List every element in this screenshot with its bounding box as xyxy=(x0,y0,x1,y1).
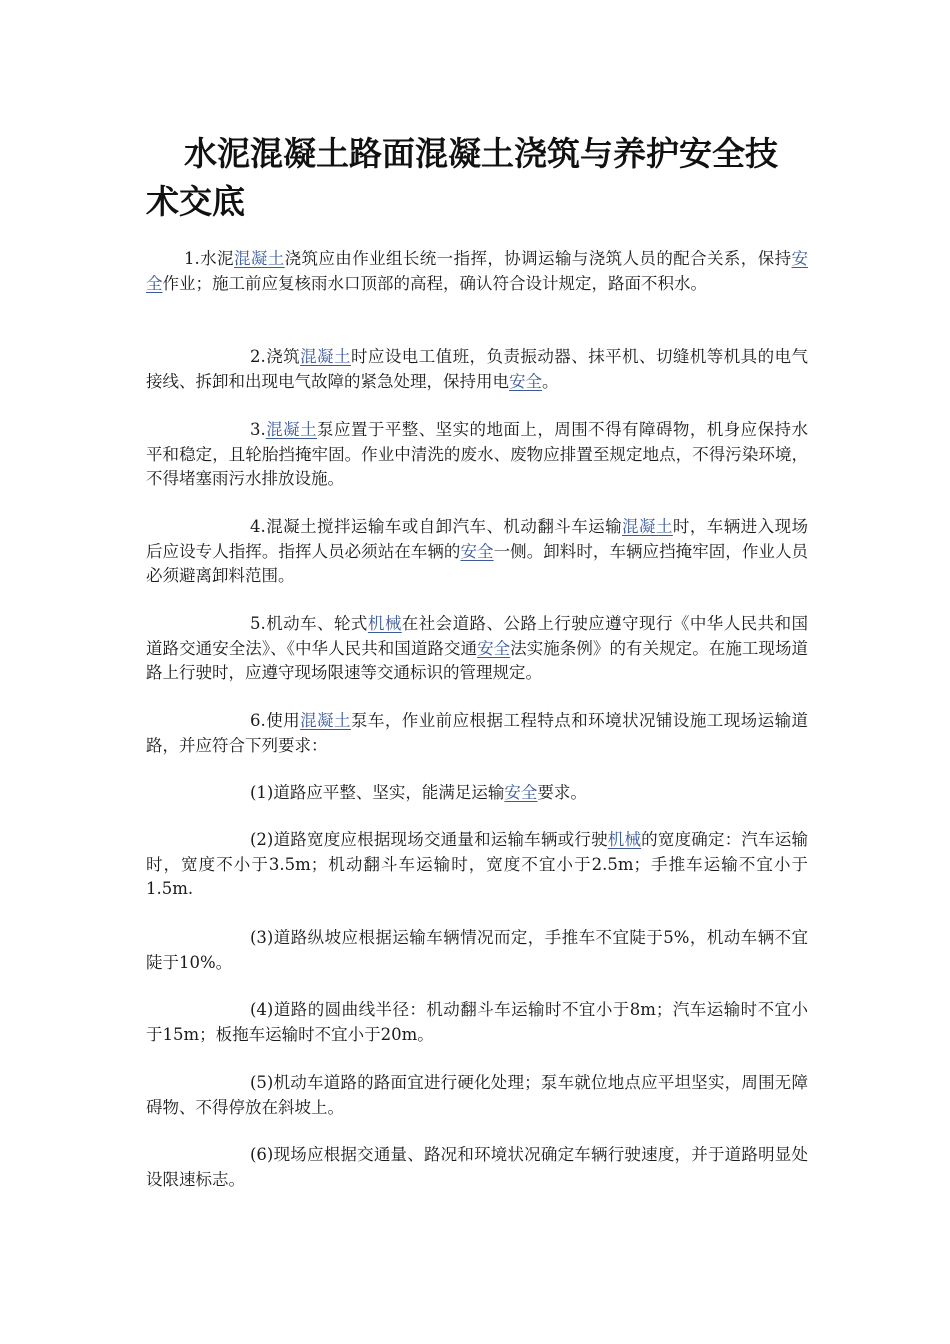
keyword-link[interactable]: 混凝土 xyxy=(265,420,318,439)
paragraph-text: 4.混凝土搅拌运输车或自卸汽车、机动翻斗车运输 xyxy=(250,517,623,536)
paragraph-text: 泵应置于平整、坚实的地面上，周围不得有障碍物，机身应保持水平和稳定，且轮胎挡掩牢固。作业中清洗的废水、废物应排置至规定地点，不得污染环境，不得堵塞雨污水排放设施。 xyxy=(146,420,808,488)
paragraph-6-6 xyxy=(146,1143,808,1192)
paragraph-text: 6.使用 xyxy=(250,711,301,730)
paragraph-1 xyxy=(146,247,808,296)
keyword-link[interactable]: 安全 xyxy=(504,783,538,802)
paragraph-text: 在社会道路、公路上行驶应遵守现行《中华人民共和国道路交通安全法》、《中华人民共和国道路交通 xyxy=(146,614,809,658)
paragraph-6-4 xyxy=(146,998,808,1047)
keyword-link[interactable]: 安全 xyxy=(460,541,494,561)
paragraph-6-5 xyxy=(146,1071,808,1120)
paragraph-text: 3. xyxy=(250,420,266,439)
document-title: 水泥混凝土路面混凝土浇筑与养护安全技术交底 xyxy=(146,134,778,221)
keyword-link[interactable]: 安全 xyxy=(146,249,809,293)
paragraph-text: 的宽度确定：汽车运输时，宽度不小于3.5m；机动翻斗车运输时，宽度不宜小于2.5m；手推车运输不宜小于1.5m. xyxy=(146,830,809,898)
keyword-link[interactable]: 混凝土 xyxy=(300,711,351,730)
keyword-link[interactable]: 安全 xyxy=(509,371,542,391)
paragraph-text: 5.机动车、轮式 xyxy=(250,614,368,633)
paragraph-text: (6)现场应根据交通量、路况和环境状况确定车辆行驶速度，并于道路明显处设限速标志。 xyxy=(146,1145,808,1189)
paragraph-text: 2.浇筑 xyxy=(250,347,301,366)
keyword-link[interactable]: 混凝土 xyxy=(300,347,351,366)
paragraph-3 xyxy=(146,418,808,492)
paragraph-text: 时，车辆进入现场后应设专人指挥。指挥人员必须站在车辆的 xyxy=(146,517,809,561)
paragraph-text: 要求。 xyxy=(537,783,587,802)
paragraph-text: (5)机动车道路的路面宜进行硬化处理；泵车就位地点应平坦坚实，周围无障碍物、不得停放在斜坡上。 xyxy=(146,1073,808,1117)
paragraph-6-2 xyxy=(146,828,808,902)
paragraph-text: 泵车，作业前应根据工程特点和环境状况铺设施工现场运输道路，并应符合下列要求： xyxy=(146,711,809,755)
paragraph-2 xyxy=(146,345,808,394)
paragraph-text: 法实施条例》的有关规定。在施工现场道路上行驶时，应遵守现场限速等交通标识的管理规定。 xyxy=(146,638,809,682)
paragraph-text: (1)道路应平整、坚实，能满足运输 xyxy=(250,783,505,802)
paragraph-6-1 xyxy=(146,781,808,806)
paragraph-5 xyxy=(146,612,808,686)
paragraph-text: 作业；施工前应复核雨水口顶部的高程，确认符合设计规定，路面不积水。 xyxy=(162,273,707,293)
keyword-link[interactable]: 混凝土 xyxy=(622,517,673,536)
paragraph-6-3 xyxy=(146,926,808,975)
paragraph-text: 一侧。卸料时，车辆应挡掩牢固，作业人员必须避离卸料范围。 xyxy=(146,541,809,585)
paragraph-4 xyxy=(146,515,808,589)
paragraph-6 xyxy=(146,709,808,758)
paragraph-text: 浇筑应由作业组长统一指挥，协调运输与浇筑人员的配合关系，保持 xyxy=(284,249,792,268)
paragraph-text: (4)道路的圆曲线半径：机动翻斗车运输时不宜小于8m；汽车运输时不宜小于15m；板拖车运输时不宜小于20m。 xyxy=(146,1000,808,1044)
keyword-link[interactable]: 安全 xyxy=(477,638,511,658)
paragraph-text: (2)道路宽度应根据现场交通量和运输车辆或行驶 xyxy=(250,830,608,849)
paragraph-text: 1.水泥 xyxy=(184,249,234,268)
keyword-link[interactable]: 机械 xyxy=(607,830,642,849)
paragraph-text: 时应设电工值班，负责振动器、抹平机、切缝机等机具的电气接线、拆卸和出现电气故障的紧急处理，保持用电 xyxy=(146,347,809,391)
paragraph-text: 。 xyxy=(542,371,559,391)
keyword-link[interactable]: 混凝土 xyxy=(233,249,285,268)
paragraph-text: (3)道路纵坡应根据运输车辆情况而定，手推车不宜陡于5%，机动车辆不宜陡于10%。 xyxy=(146,928,808,972)
keyword-link[interactable]: 机械 xyxy=(367,614,402,633)
